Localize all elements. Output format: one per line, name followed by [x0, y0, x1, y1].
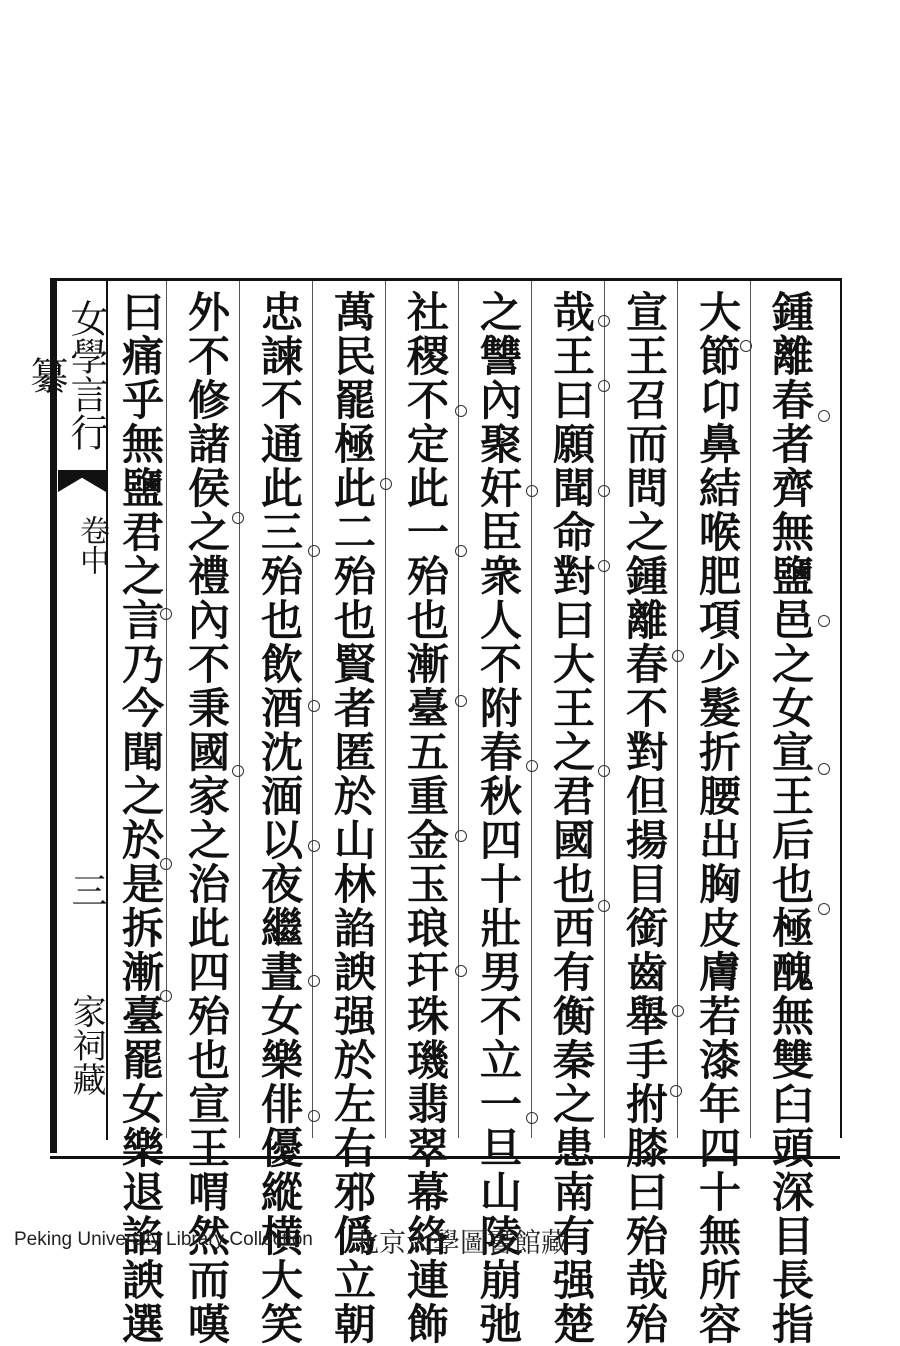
punctuation-circle-icon — [598, 560, 610, 572]
punctuation-circle-icon — [232, 512, 244, 524]
frame-right-border — [840, 278, 842, 1138]
punctuation-circle-icon — [818, 903, 830, 915]
text-column-7: 萬民罷極此二殆也賢者匿於山林諂諛强於左右邪僞立朝 — [328, 290, 377, 1346]
column-rule — [604, 281, 605, 1138]
punctuation-circle-icon — [526, 1112, 538, 1124]
text-column-9: 外不修諸侯之禮內不秉國家之治此四殆也宣王喟然而嘆 — [182, 290, 231, 1346]
punctuation-circle-icon — [160, 858, 172, 870]
punctuation-circle-icon — [672, 650, 684, 662]
punctuation-circle-icon — [455, 830, 467, 842]
punctuation-circle-icon — [455, 965, 467, 977]
punctuation-circle-icon — [598, 900, 610, 912]
punctuation-circle-icon — [818, 410, 830, 422]
column-rule — [385, 281, 386, 1138]
text-column-3: 宣王召而問之鍾離春不對但揚目銜齒舉手拊膝曰殆哉殆 — [620, 290, 669, 1346]
text-column-2: 大節卬鼻結喉肥項少髮折腰出胸皮膚若漆年四十無所容 — [693, 290, 742, 1346]
punctuation-circle-icon — [740, 340, 752, 352]
punctuation-circle-icon — [380, 478, 392, 490]
punctuation-circle-icon — [308, 1110, 320, 1122]
punctuation-circle-icon — [455, 545, 467, 557]
punctuation-circle-icon — [160, 990, 172, 1002]
punctuation-circle-icon — [818, 615, 830, 627]
page-number: 三 — [66, 872, 107, 908]
collection-label-en: Peking University Library Collection — [14, 1229, 313, 1250]
text-column-1: 鍾離春者齊無鹽邑之女宣王后也極醜無雙臼頭深目長指 — [766, 290, 815, 1346]
punctuation-circle-icon — [455, 695, 467, 707]
punctuation-circle-icon — [232, 765, 244, 777]
punctuation-circle-icon — [308, 545, 320, 557]
frame-left-border — [50, 278, 57, 1153]
punctuation-circle-icon — [308, 700, 320, 712]
punctuation-circle-icon — [455, 405, 467, 417]
punctuation-circle-icon — [598, 765, 610, 777]
text-column-6: 社稷不定此一殆也漸臺五重金玉琅玕珠璣翡翠幕絡連飾 — [401, 290, 450, 1346]
publisher-label: 家祠藏 — [66, 994, 106, 1096]
book-title: 女學言行纂 — [24, 299, 108, 451]
punctuation-circle-icon — [818, 763, 830, 775]
column-rule — [531, 281, 532, 1138]
punctuation-circle-icon — [598, 380, 610, 392]
footer — [0, 1215, 900, 1261]
volume-label: 卷中 — [74, 515, 109, 575]
column-rule — [750, 281, 751, 1138]
text-column-4: 哉王曰願聞命對曰大王之君國也西有衡秦之患南有强楚 — [547, 290, 596, 1346]
punctuation-circle-icon — [526, 760, 538, 772]
punctuation-circle-icon — [672, 1005, 684, 1017]
punctuation-circle-icon — [526, 485, 538, 497]
punctuation-circle-icon — [160, 608, 172, 620]
column-rule — [239, 281, 240, 1138]
text-column-5: 之讐內聚奸臣衆人不附春秋四十壯男不立一旦山陵崩弛 — [474, 290, 523, 1346]
punctuation-circle-icon — [308, 975, 320, 987]
punctuation-circle-icon — [598, 485, 610, 497]
text-column-10: 曰痛乎無鹽君之言乃今聞之於是拆漸臺罷女樂退諂諛選 — [116, 290, 165, 1346]
collection-label-zh: 北京大學圖書館藏 — [352, 1228, 568, 1259]
punctuation-circle-icon — [308, 840, 320, 852]
punctuation-circle-icon — [598, 315, 610, 327]
punctuation-circle-icon — [670, 1085, 682, 1097]
text-column-8: 忠諫不通此三殆也飲酒沈湎以夜繼晝女樂俳優縱横大笑 — [255, 290, 304, 1346]
